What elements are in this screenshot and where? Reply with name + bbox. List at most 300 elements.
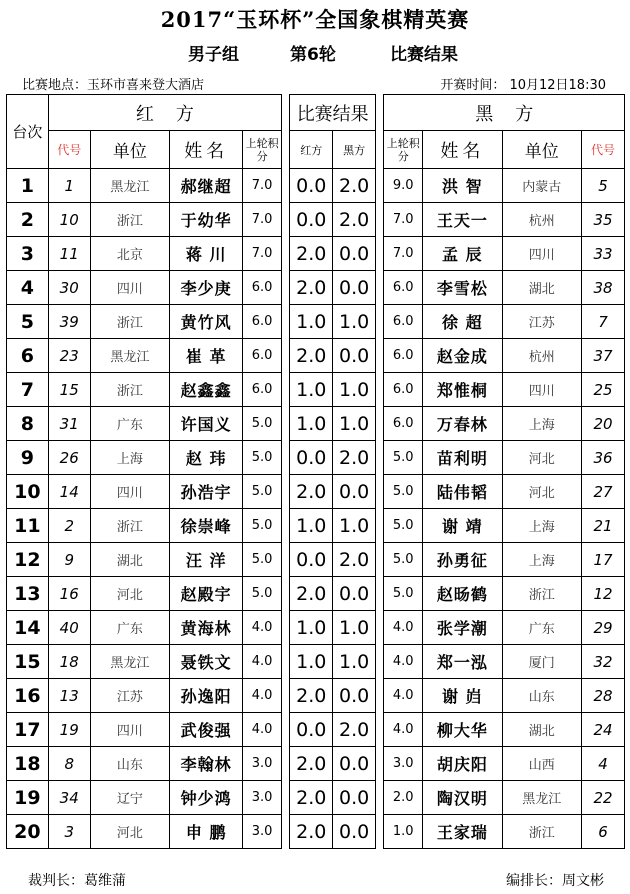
black-player-name: 王天一	[423, 203, 502, 237]
red-unit: 广东	[90, 611, 169, 645]
black-player-name: 万春林	[423, 407, 502, 441]
red-score: 1.0	[290, 509, 333, 543]
black-prev-points: 7.0	[384, 237, 423, 271]
black-prev-points: 5.0	[384, 577, 423, 611]
table-row	[7, 815, 625, 849]
black-prev-points: 4.0	[384, 679, 423, 713]
red-unit: 北京	[90, 237, 169, 271]
red-score-header: 红方	[290, 131, 333, 169]
red-score: 2.0	[290, 815, 333, 849]
red-prev-points: 4.0	[243, 713, 282, 747]
red-score: 0.0	[290, 169, 333, 203]
black-code: 22	[582, 781, 625, 815]
black-score: 0.0	[333, 679, 376, 713]
black-code: 38	[582, 271, 625, 305]
column-gap	[281, 815, 289, 849]
red-unit: 山东	[90, 747, 169, 781]
red-unit: 湖北	[90, 543, 169, 577]
red-code: 1	[48, 169, 90, 203]
red-player-name: 于幼华	[170, 203, 243, 237]
column-gap	[281, 475, 289, 509]
column-gap	[376, 407, 384, 441]
red-code: 14	[48, 475, 90, 509]
red-score: 0.0	[290, 203, 333, 237]
black-code: 27	[582, 475, 625, 509]
red-prev-points: 7.0	[243, 237, 282, 271]
column-gap	[376, 305, 384, 339]
black-player-name: 郑惟桐	[423, 373, 502, 407]
table-number: 20	[7, 815, 49, 849]
red-player-name: 徐崇峰	[170, 509, 243, 543]
black-player-name: 苗利明	[423, 441, 502, 475]
column-gap	[376, 509, 384, 543]
black-unit: 山西	[502, 747, 581, 781]
red-prev-points: 6.0	[243, 305, 282, 339]
table-number: 8	[7, 407, 49, 441]
column-gap	[281, 441, 289, 475]
table-number: 13	[7, 577, 49, 611]
red-score: 1.0	[290, 305, 333, 339]
table-number: 7	[7, 373, 49, 407]
black-score: 0.0	[333, 475, 376, 509]
black-unit: 湖北	[502, 713, 581, 747]
column-gap	[376, 645, 384, 679]
red-code: 30	[48, 271, 90, 305]
red-player-name: 蒋 川	[170, 237, 243, 271]
red-score: 2.0	[290, 339, 333, 373]
black-unit: 四川	[502, 373, 581, 407]
column-gap	[376, 441, 384, 475]
black-unit: 上海	[502, 543, 581, 577]
red-code: 23	[48, 339, 90, 373]
red-prev-points: 4.0	[243, 611, 282, 645]
table-row	[7, 543, 625, 577]
black-score: 1.0	[333, 611, 376, 645]
black-code: 28	[582, 679, 625, 713]
table-row	[7, 713, 625, 747]
result-label: 比赛结果	[390, 45, 458, 65]
table-row	[7, 475, 625, 509]
red-player-name: 聂铁文	[170, 645, 243, 679]
red-prev-points: 7.0	[243, 203, 282, 237]
column-gap	[281, 543, 289, 577]
red-unit: 浙江	[90, 203, 169, 237]
red-player-name: 孙逸阳	[170, 679, 243, 713]
red-code: 2	[48, 509, 90, 543]
black-player-name: 陆伟韬	[423, 475, 502, 509]
column-gap	[281, 679, 289, 713]
black-prev-points: 4.0	[384, 645, 423, 679]
red-unit: 河北	[90, 577, 169, 611]
black-name-header: 姓名	[423, 131, 502, 169]
black-code: 4	[582, 747, 625, 781]
black-unit-header: 单位	[502, 131, 581, 169]
black-code: 6	[582, 815, 625, 849]
red-code: 31	[48, 407, 90, 441]
red-code: 26	[48, 441, 90, 475]
red-score: 1.0	[290, 407, 333, 441]
table-number: 11	[7, 509, 49, 543]
black-player-name: 胡庆阳	[423, 747, 502, 781]
red-player-name: 赵殿宇	[170, 577, 243, 611]
red-side-header: 红方	[48, 95, 281, 131]
red-unit: 上海	[90, 441, 169, 475]
red-prev-points: 5.0	[243, 441, 282, 475]
table-row	[7, 747, 625, 781]
scheduler: 编排长：周文彬	[506, 873, 604, 889]
column-gap	[281, 577, 289, 611]
black-score: 0.0	[333, 339, 376, 373]
black-score: 0.0	[333, 815, 376, 849]
table-number: 10	[7, 475, 49, 509]
black-player-name: 陶汉明	[423, 781, 502, 815]
black-prev-points: 6.0	[384, 373, 423, 407]
black-player-name: 谢 岿	[423, 679, 502, 713]
table-number: 9	[7, 441, 49, 475]
black-code: 7	[582, 305, 625, 339]
black-code: 21	[582, 509, 625, 543]
red-code: 16	[48, 577, 90, 611]
column-gap	[376, 339, 384, 373]
column-gap	[281, 203, 289, 237]
column-gap	[281, 781, 289, 815]
red-player-name: 赵鑫鑫	[170, 373, 243, 407]
red-prev-points: 6.0	[243, 339, 282, 373]
table-number: 3	[7, 237, 49, 271]
red-code: 8	[48, 747, 90, 781]
column-gap	[376, 577, 384, 611]
column-gap	[376, 611, 384, 645]
column-gap	[281, 645, 289, 679]
black-prev-points: 2.0	[384, 781, 423, 815]
result-header: 比赛结果	[290, 95, 376, 131]
black-unit: 河北	[502, 441, 581, 475]
red-score: 2.0	[290, 679, 333, 713]
black-unit: 上海	[502, 509, 581, 543]
red-prev-points-header: 上轮积分	[243, 131, 282, 169]
red-code: 10	[48, 203, 90, 237]
red-score: 2.0	[290, 271, 333, 305]
red-player-name: 钟少鸿	[170, 781, 243, 815]
red-unit: 浙江	[90, 509, 169, 543]
column-gap	[376, 169, 384, 203]
black-score: 2.0	[333, 713, 376, 747]
red-player-name: 申 鹏	[170, 815, 243, 849]
column-gap	[376, 95, 384, 169]
black-unit: 山东	[502, 679, 581, 713]
table-row	[7, 645, 625, 679]
red-score: 0.0	[290, 441, 333, 475]
black-score: 2.0	[333, 441, 376, 475]
red-score: 2.0	[290, 475, 333, 509]
red-score: 2.0	[290, 747, 333, 781]
column-gap	[281, 339, 289, 373]
column-gap	[376, 475, 384, 509]
table-number: 14	[7, 611, 49, 645]
red-player-name: 许国义	[170, 407, 243, 441]
column-gap	[376, 203, 384, 237]
black-unit: 黑龙江	[502, 781, 581, 815]
red-code: 18	[48, 645, 90, 679]
red-score: 0.0	[290, 543, 333, 577]
black-score: 2.0	[333, 543, 376, 577]
column-gap	[376, 373, 384, 407]
red-code: 13	[48, 679, 90, 713]
red-score: 2.0	[290, 781, 333, 815]
black-player-name: 王家瑞	[423, 815, 502, 849]
red-code: 11	[48, 237, 90, 271]
black-prev-points-header: 上轮积分	[384, 131, 423, 169]
black-player-name: 洪 智	[423, 169, 502, 203]
results-table	[6, 94, 625, 849]
black-unit: 湖北	[502, 271, 581, 305]
red-unit: 浙江	[90, 373, 169, 407]
red-unit: 浙江	[90, 305, 169, 339]
red-prev-points: 4.0	[243, 645, 282, 679]
red-unit: 辽宁	[90, 781, 169, 815]
black-prev-points: 5.0	[384, 441, 423, 475]
black-code: 24	[582, 713, 625, 747]
table-number: 17	[7, 713, 49, 747]
red-name-header: 姓名	[170, 131, 243, 169]
red-code-header: 代号	[48, 131, 90, 169]
red-unit: 四川	[90, 271, 169, 305]
black-player-name: 张学潮	[423, 611, 502, 645]
black-player-name: 李雪松	[423, 271, 502, 305]
red-score: 2.0	[290, 237, 333, 271]
black-player-name: 孙勇征	[423, 543, 502, 577]
column-gap	[376, 815, 384, 849]
red-prev-points: 6.0	[243, 373, 282, 407]
red-unit: 广东	[90, 407, 169, 441]
black-score: 1.0	[333, 407, 376, 441]
red-unit: 河北	[90, 815, 169, 849]
table-row	[7, 577, 625, 611]
red-prev-points: 5.0	[243, 577, 282, 611]
chief-referee: 裁判长：葛维蒲	[28, 873, 126, 889]
black-code: 36	[582, 441, 625, 475]
black-score: 0.0	[333, 747, 376, 781]
table-row	[7, 203, 625, 237]
column-gap	[376, 713, 384, 747]
black-unit: 杭州	[502, 339, 581, 373]
red-prev-points: 5.0	[243, 475, 282, 509]
table-row	[7, 305, 625, 339]
black-unit: 内蒙古	[502, 169, 581, 203]
table-row	[7, 509, 625, 543]
black-unit: 上海	[502, 407, 581, 441]
red-prev-points: 3.0	[243, 747, 282, 781]
group-label: 男子组	[188, 45, 239, 65]
black-prev-points: 4.0	[384, 611, 423, 645]
round-label: 第6轮	[290, 45, 336, 65]
red-unit: 江苏	[90, 679, 169, 713]
black-player-name: 赵金成	[423, 339, 502, 373]
red-player-name: 黄竹风	[170, 305, 243, 339]
red-code: 15	[48, 373, 90, 407]
red-code: 39	[48, 305, 90, 339]
table-row	[7, 373, 625, 407]
black-code: 32	[582, 645, 625, 679]
black-player-name: 柳大华	[423, 713, 502, 747]
table-number: 12	[7, 543, 49, 577]
red-score: 1.0	[290, 645, 333, 679]
red-player-name: 李翰林	[170, 747, 243, 781]
subtitle-row	[0, 40, 630, 65]
column-gap	[376, 679, 384, 713]
black-prev-points: 6.0	[384, 305, 423, 339]
black-code: 37	[582, 339, 625, 373]
black-player-name: 谢 靖	[423, 509, 502, 543]
black-code: 35	[582, 203, 625, 237]
black-code: 5	[582, 169, 625, 203]
black-player-name: 孟 辰	[423, 237, 502, 271]
black-unit: 四川	[502, 237, 581, 271]
table-number: 16	[7, 679, 49, 713]
black-score: 0.0	[333, 781, 376, 815]
column-gap	[281, 373, 289, 407]
red-prev-points: 6.0	[243, 271, 282, 305]
table-row	[7, 679, 625, 713]
black-code: 33	[582, 237, 625, 271]
table-number: 18	[7, 747, 49, 781]
red-code: 40	[48, 611, 90, 645]
black-score: 0.0	[333, 577, 376, 611]
table-row	[7, 407, 625, 441]
table-row	[7, 781, 625, 815]
black-score: 2.0	[333, 203, 376, 237]
black-score: 1.0	[333, 645, 376, 679]
red-player-name: 赵 玮	[170, 441, 243, 475]
black-unit: 江苏	[502, 305, 581, 339]
table-row	[7, 271, 625, 305]
table-number: 5	[7, 305, 49, 339]
red-unit: 黑龙江	[90, 339, 169, 373]
black-player-name: 赵旸鹤	[423, 577, 502, 611]
red-player-name: 武俊强	[170, 713, 243, 747]
column-gap	[281, 713, 289, 747]
red-unit: 四川	[90, 475, 169, 509]
start-time: 开赛时间： 10月12日18:30	[440, 78, 606, 93]
table-number: 1	[7, 169, 49, 203]
red-score: 2.0	[290, 577, 333, 611]
column-gap	[281, 95, 289, 169]
column-gap	[281, 407, 289, 441]
black-prev-points: 1.0	[384, 815, 423, 849]
table-number: 4	[7, 271, 49, 305]
column-gap	[376, 237, 384, 271]
red-score: 1.0	[290, 611, 333, 645]
document-title: 2017“玉环杯”全国象棋精英赛	[160, 7, 470, 32]
column-gap	[376, 781, 384, 815]
red-prev-points: 3.0	[243, 815, 282, 849]
red-prev-points: 3.0	[243, 781, 282, 815]
black-code: 17	[582, 543, 625, 577]
red-unit: 黑龙江	[90, 645, 169, 679]
black-prev-points: 9.0	[384, 169, 423, 203]
column-gap	[281, 237, 289, 271]
black-player-name: 徐 超	[423, 305, 502, 339]
red-prev-points: 4.0	[243, 679, 282, 713]
red-code: 19	[48, 713, 90, 747]
column-gap	[281, 747, 289, 781]
red-code: 3	[48, 815, 90, 849]
black-score: 2.0	[333, 169, 376, 203]
black-score: 1.0	[333, 305, 376, 339]
black-unit: 浙江	[502, 577, 581, 611]
black-unit: 广东	[502, 611, 581, 645]
column-gap	[281, 611, 289, 645]
red-score: 1.0	[290, 373, 333, 407]
table-number: 6	[7, 339, 49, 373]
red-player-name: 郝继超	[170, 169, 243, 203]
black-code-header: 代号	[582, 131, 625, 169]
red-prev-points: 5.0	[243, 407, 282, 441]
red-unit: 黑龙江	[90, 169, 169, 203]
venue: 比赛地点：玉环市喜来登大酒店	[22, 78, 205, 93]
black-prev-points: 5.0	[384, 475, 423, 509]
black-prev-points: 5.0	[384, 543, 423, 577]
column-gap	[281, 169, 289, 203]
black-score: 1.0	[333, 373, 376, 407]
column-gap	[376, 271, 384, 305]
table-row	[7, 339, 625, 373]
red-score: 0.0	[290, 713, 333, 747]
table-number: 2	[7, 203, 49, 237]
table-row	[7, 611, 625, 645]
black-code: 25	[582, 373, 625, 407]
red-player-name: 黄海林	[170, 611, 243, 645]
black-player-name: 郑一泓	[423, 645, 502, 679]
black-side-header: 黑方	[384, 95, 625, 131]
black-code: 12	[582, 577, 625, 611]
black-prev-points: 3.0	[384, 747, 423, 781]
red-prev-points: 5.0	[243, 543, 282, 577]
red-player-name: 李少庚	[170, 271, 243, 305]
black-prev-points: 5.0	[384, 509, 423, 543]
red-unit: 四川	[90, 713, 169, 747]
red-player-name: 孙浩宇	[170, 475, 243, 509]
table-row	[7, 169, 625, 203]
black-prev-points: 7.0	[384, 203, 423, 237]
red-prev-points: 5.0	[243, 509, 282, 543]
black-score: 1.0	[333, 509, 376, 543]
column-gap	[376, 747, 384, 781]
black-unit: 河北	[502, 475, 581, 509]
black-prev-points: 6.0	[384, 271, 423, 305]
table-number: 15	[7, 645, 49, 679]
column-gap	[376, 543, 384, 577]
black-prev-points: 4.0	[384, 713, 423, 747]
table-number: 19	[7, 781, 49, 815]
red-code: 9	[48, 543, 90, 577]
column-gap	[281, 305, 289, 339]
table-no-header: 台次	[7, 95, 49, 169]
black-unit: 浙江	[502, 815, 581, 849]
black-code: 20	[582, 407, 625, 441]
black-code: 29	[582, 611, 625, 645]
red-unit-header: 单位	[90, 131, 169, 169]
red-player-name: 汪 洋	[170, 543, 243, 577]
column-gap	[281, 271, 289, 305]
black-unit: 厦门	[502, 645, 581, 679]
table-row	[7, 237, 625, 271]
black-score: 0.0	[333, 271, 376, 305]
black-prev-points: 6.0	[384, 339, 423, 373]
red-player-name: 崔 革	[170, 339, 243, 373]
red-prev-points: 7.0	[243, 169, 282, 203]
black-prev-points: 6.0	[384, 407, 423, 441]
